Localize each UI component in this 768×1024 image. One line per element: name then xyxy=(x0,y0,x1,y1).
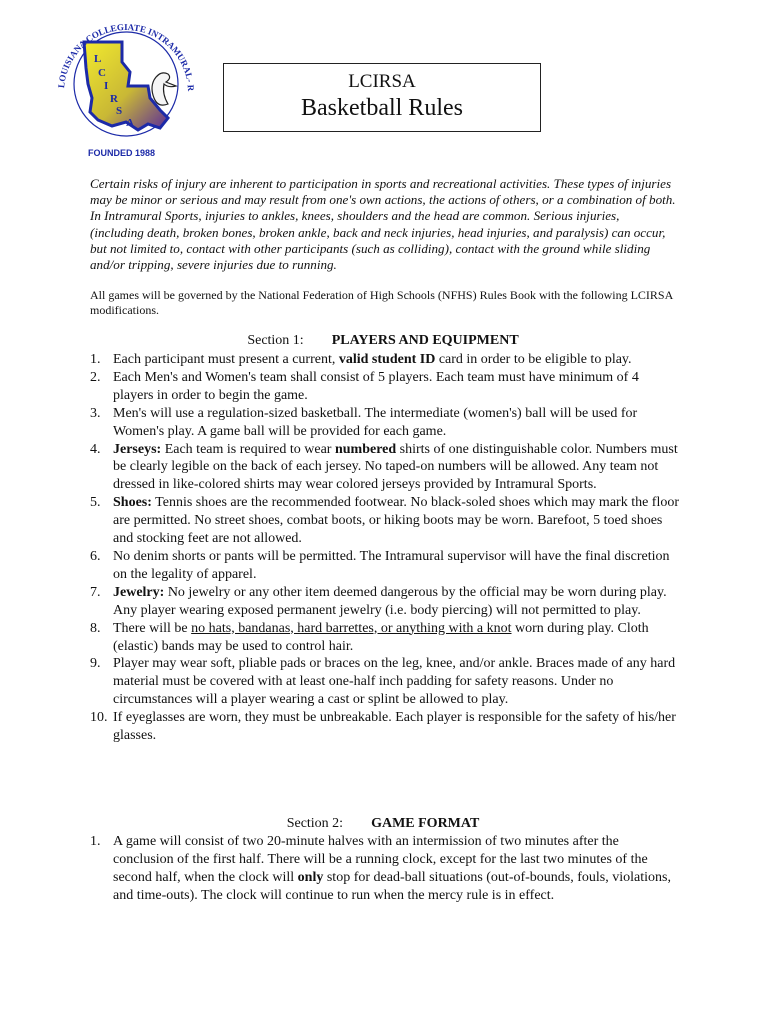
rule-item xyxy=(90,655,680,709)
rule-item xyxy=(90,548,680,584)
section-2-title: GAME FORMAT xyxy=(371,816,480,831)
rule-text: Each team is required to wear xyxy=(161,441,335,457)
rule-lead-term: Shoes: xyxy=(113,495,152,511)
rule-number: 10. xyxy=(90,710,108,726)
rule-text: Tennis shoes are the recommended footwear. No black-soled shoes which may mark the floor are permitted. No street shoes, combat boots, or hiking boots may be worn. Barefoot, 5 toed shoes and stocking feet are not allowed. xyxy=(113,495,680,547)
logo-ring-text: LOUISIANA COLLEGIATE INTRAMURAL- R xyxy=(56,21,197,92)
rule-text: There will be xyxy=(113,620,192,636)
rule-underlined: no hats, bandanas, hard barrettes, or anything with a knot xyxy=(191,620,512,636)
section-2-heading xyxy=(90,816,676,832)
rule-number: 4. xyxy=(90,441,101,457)
rule-number: 8. xyxy=(90,620,101,636)
rule-number: 1. xyxy=(90,834,101,849)
page-title: Basketball Rules xyxy=(301,95,463,121)
rule-emphasis: numbered xyxy=(334,441,397,457)
rule-item xyxy=(90,351,680,369)
section-1-title: PLAYERS AND EQUIPMENT xyxy=(331,333,519,348)
section-2-number: Section 2: xyxy=(286,816,344,831)
governing-rules-note: All games will be governed by the National Federation of High Schools (NFHS) Rules Book with the following LCIRSA modifications. xyxy=(90,288,673,317)
rule-item xyxy=(90,584,680,620)
section-1-rules xyxy=(90,351,680,745)
rule-text: No denim shorts or pants will be permitted. The Intramural supervisor will have the final discretion on the legality of apparel. xyxy=(113,548,670,582)
logo-letter-i: I xyxy=(104,80,109,92)
rule-text-end: shirts of one distinguishable color. Numbers must be clearly legible on the back of each jersey. No taped-on numbers will be allowed. Any team not dressed in like-colored shirts may wear colored jerseys provided by Intramural Sports. xyxy=(113,441,678,493)
logo-letter-c: C xyxy=(98,67,106,79)
rule-number: 2. xyxy=(90,369,101,385)
rule-text-end: worn during play. Cloth (elastic) bands may be used to control hair. xyxy=(113,620,649,654)
rule-item xyxy=(90,494,680,548)
title-box xyxy=(223,63,541,132)
rule-number: 5. xyxy=(90,495,101,511)
rule-lead-term: Jewelry: xyxy=(113,584,165,600)
injury-disclaimer: Certain risks of injury are inherent to participation in sports and recreational activities. These types of injuries may be minor or serious and may result from one's own actions, the actions of others, or a combination of both. In Intramural Sports, injuries to ankles, knees, shoulders and the head are common. Serious injuries, (including death, broken bones, broken ankle, back and neck injuries, head injuries, and paralysis) can occur, but not limited to, contact with other participants (such as colliding), contact with the ground while sliding and/or tripping, severe injuries due to running. xyxy=(90,176,676,273)
rule-text-end: stop for dead-ball situations (out-of-bounds, fouls, violations, and time-outs). The clock will continue to run when the mercy rule is in effect. xyxy=(113,869,671,903)
rule-text: Men's will use a regulation-sized basketball. The intermediate (women's) ball will be used for Women's play. A game ball will be provided for each game. xyxy=(113,405,638,439)
rule-text-end: card in order to be eligible to play. xyxy=(435,352,632,367)
rule-item xyxy=(90,833,680,905)
rule-number: 3. xyxy=(90,405,101,421)
title-org: LCIRSA xyxy=(348,71,416,92)
section-1-heading xyxy=(90,333,676,349)
section-1-number: Section 1: xyxy=(247,333,304,348)
rule-emphasis: valid student ID xyxy=(338,352,436,367)
rule-text: Each participant must present a current, xyxy=(113,352,339,367)
rule-number: 7. xyxy=(90,584,101,600)
rule-number: 1. xyxy=(90,352,101,367)
rule-item xyxy=(90,709,680,745)
pelican-icon xyxy=(152,73,176,105)
logo-letter-l: L xyxy=(94,53,102,65)
rule-text: A game will consist of two 20-minute halves with an intermission of two minutes after the conclusion of the first half. There will be a running clock, except for the last two minutes of the second half, when the clock will xyxy=(113,834,648,885)
rule-lead-term: Jerseys: xyxy=(113,441,162,457)
rule-item xyxy=(90,405,680,441)
rule-item xyxy=(90,620,680,656)
lcirsa-logo-graphic xyxy=(50,14,200,160)
lcirsa-logo xyxy=(50,14,200,160)
rule-text: Player may wear soft, pliable pads or braces on the leg, knee, and/or ankle. Braces made of any hard material must be covered with at least one-half inch padding for safety reasons. Under no circumstances will a player wearing a cast or splint be allowed to play. xyxy=(113,656,676,708)
rule-item xyxy=(90,369,680,405)
logo-letter-a: A xyxy=(126,117,134,129)
rule-number: 9. xyxy=(90,656,101,672)
logo-founded: FOUNDED 1988 xyxy=(88,148,156,158)
rule-text: No jewelry or any other item deemed dangerous by the official may be worn during play. Any player wearing exposed permanent jewelry (i.e. body piercing) will not permitted to play. xyxy=(113,584,667,618)
section-2-rules xyxy=(90,833,680,905)
rule-text: Each Men's and Women's team shall consist of 5 players. Each team must have minimum of 4 players in order to begin the game. xyxy=(113,369,639,403)
rule-text: If eyeglasses are worn, they must be unbreakable. Each player is responsible for the safety of his/her glasses. xyxy=(113,710,676,744)
logo-letter-r: R xyxy=(110,93,118,105)
rule-emphasis: only xyxy=(297,869,324,885)
rule-item xyxy=(90,441,680,495)
logo-letter-s: S xyxy=(116,105,123,117)
rule-number: 6. xyxy=(90,548,101,564)
